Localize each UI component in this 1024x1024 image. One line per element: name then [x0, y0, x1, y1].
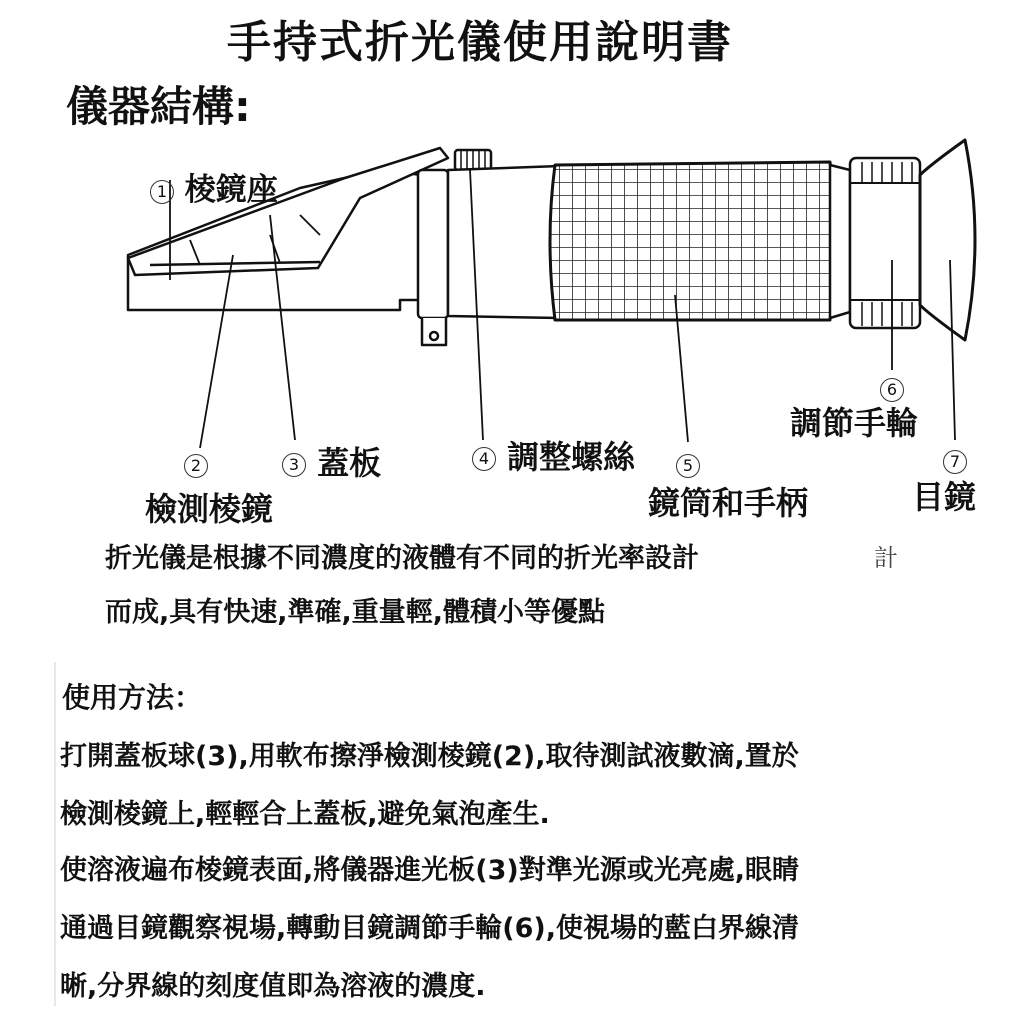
grip-shape	[550, 162, 835, 320]
tube-shape	[448, 166, 560, 318]
eyepiece-shape	[920, 140, 975, 340]
part-6-text: 調節手輪	[790, 404, 919, 442]
usage-heading: 使用方法：	[62, 681, 203, 714]
part-1-text: 棱鏡座	[184, 172, 278, 208]
part-4-text: 調整螺絲	[507, 438, 636, 476]
structure-heading: 儀器結構:	[66, 82, 251, 131]
part-3-number: 3	[282, 453, 306, 477]
part-1-label	[150, 164, 278, 209]
usage-line-3: 使溶液遍布棱鏡表面,將儀器進光板(3)對準光源或光亮處,眼睛	[60, 855, 799, 886]
usage-line-4: 通過目鏡觀察視場,轉動目鏡調節手輪(6),使視場的藍白界線清	[60, 913, 799, 944]
part-3-label	[282, 438, 381, 484]
part-3-text: 蓋板	[317, 444, 382, 482]
usage-left-rule	[54, 662, 56, 1006]
part-7-text: 目鏡	[912, 478, 977, 516]
usage-line-5: 晰,分界線的刻度值即為溶液的濃度.	[60, 971, 486, 1002]
usage-line-1: 打開蓋板球(3),用軟布擦淨檢測棱鏡(2),取待測試液數滴,置於	[60, 741, 799, 772]
part-4-label	[472, 432, 635, 478]
description-stray-char: 計	[874, 544, 898, 572]
body-ring-shape	[418, 170, 448, 318]
part-5-number: 5	[676, 454, 700, 478]
part-2-number: 2	[184, 454, 208, 478]
part-7-number: 7	[943, 450, 967, 474]
usage-line-2: 檢測棱鏡上,輕輕合上蓋板,避免氣泡產生.	[60, 799, 550, 830]
part-6-number: 6	[880, 378, 904, 402]
part-1-number: 1	[150, 180, 174, 204]
part-2-text: 檢測棱鏡	[145, 490, 274, 528]
part-2-number-wrap	[184, 446, 208, 482]
part-4-number: 4	[472, 447, 496, 471]
part-5-number-wrap	[676, 446, 700, 482]
page-title: 手持式折光儀使用說明書	[227, 17, 733, 68]
description-line-2: 而成,具有快速,準確,重量輕,體積小等優點	[105, 597, 606, 628]
description-line-1: 折光儀是根據不同濃度的液體有不同的折光率設計	[105, 543, 699, 574]
part-5-text: 鏡筒和手柄	[648, 484, 809, 522]
